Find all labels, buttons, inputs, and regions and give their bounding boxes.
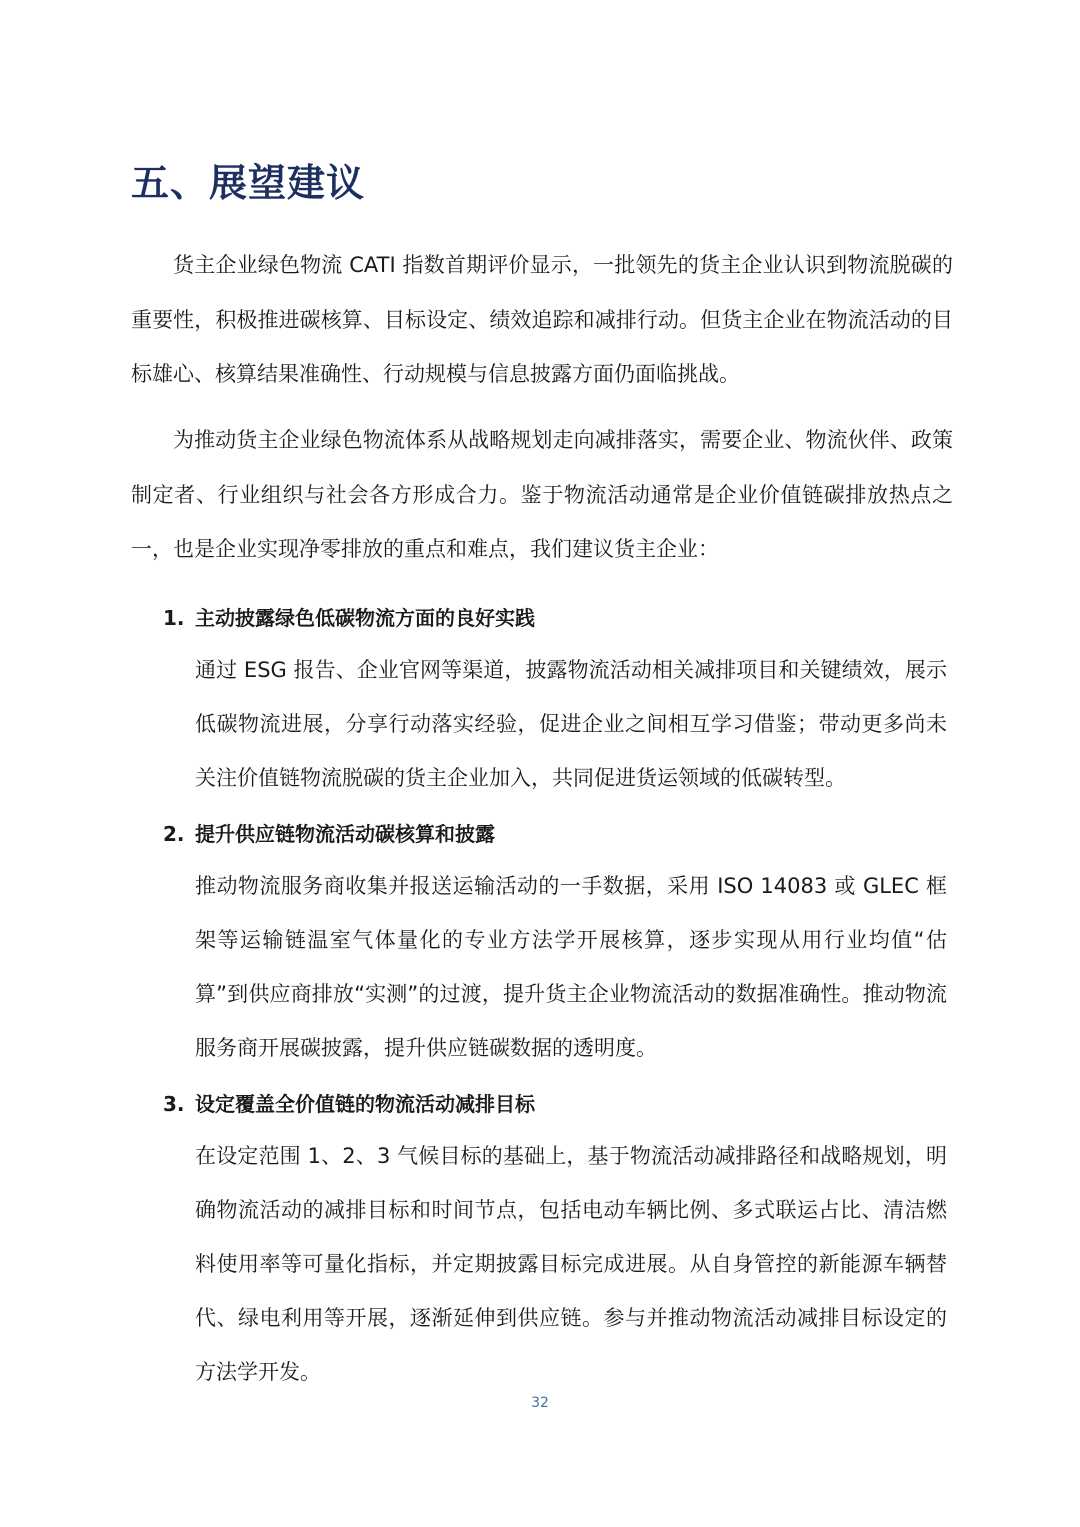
recommendation-1-body: 通过 ESG 报告、企业官网等渠道，披露物流活动相关减排项目和关键绩效，展示低碳物流进展，分享行动落实经验，促进企业之间相互学习借鉴；带动更多尚未关注价值链物流脱碳的货主企业加入，共同促进货运领域的低碳转型。: [195, 658, 947, 790]
recommendation-2-title: 提升供应链物流活动碳核算和披露: [195, 822, 495, 846]
recommendation-2-body: 推动物流服务商收集并报送运输活动的一手数据，采用 ISO 14083 或 GLEC 框架等运输链温室气体量化的专业方法学开展核算，逐步实现从用行业均值“估算”到供应商排放“实测”的过渡，提升货主企业物流活动的数据准确性。推动物流服务商开展碳披露，提升供应链碳数据的透明度。: [195, 874, 947, 1060]
section-title: 五、展望建议: [131, 161, 366, 205]
recommendation-2-number: 2.: [163, 822, 185, 846]
recommendation-3-title: 设定覆盖全价值链的物流活动减排目标: [195, 1092, 535, 1116]
page-number: 32: [531, 1395, 549, 1411]
intro-paragraph-2: 为推动货主企业绿色物流体系从战略规划走向减排落实，需要企业、物流伙伴、政策制定者、行业组织与社会各方形成合力。鉴于物流活动通常是企业价值链碳排放热点之一，也是企业实现净零排放的重点和难点，我们建议货主企业：: [131, 428, 953, 561]
recommendation-1-heading: [163, 602, 535, 631]
recommendation-1-title: 主动披露绿色低碳物流方面的良好实践: [195, 606, 535, 630]
intro-paragraph-1: 货主企业绿色物流 CATI 指数首期评价显示，一批领先的货主企业认识到物流脱碳的重要性，积极推进碳核算、目标设定、绩效追踪和减排行动。但货主企业在物流活动的目标雄心、核算结果准确性、行动规模与信息披露方面仍面临挑战。: [131, 253, 953, 386]
recommendation-3-number: 3.: [163, 1092, 185, 1116]
recommendation-2-heading: [163, 818, 495, 847]
recommendation-3-heading: [163, 1088, 535, 1117]
recommendation-3-body: 在设定范围 1、2、3 气候目标的基础上，基于物流活动减排路径和战略规划，明确物流活动的减排目标和时间节点，包括电动车辆比例、多式联运占比、清洁燃料使用率等可量化指标，并定期披露目标完成进展。从自身管控的新能源车辆替代、绿电利用等开展，逐渐延伸到供应链。参与并推动物流活动减排目标设定的方法学开发。: [195, 1144, 947, 1384]
recommendation-1-number: 1.: [163, 606, 185, 630]
